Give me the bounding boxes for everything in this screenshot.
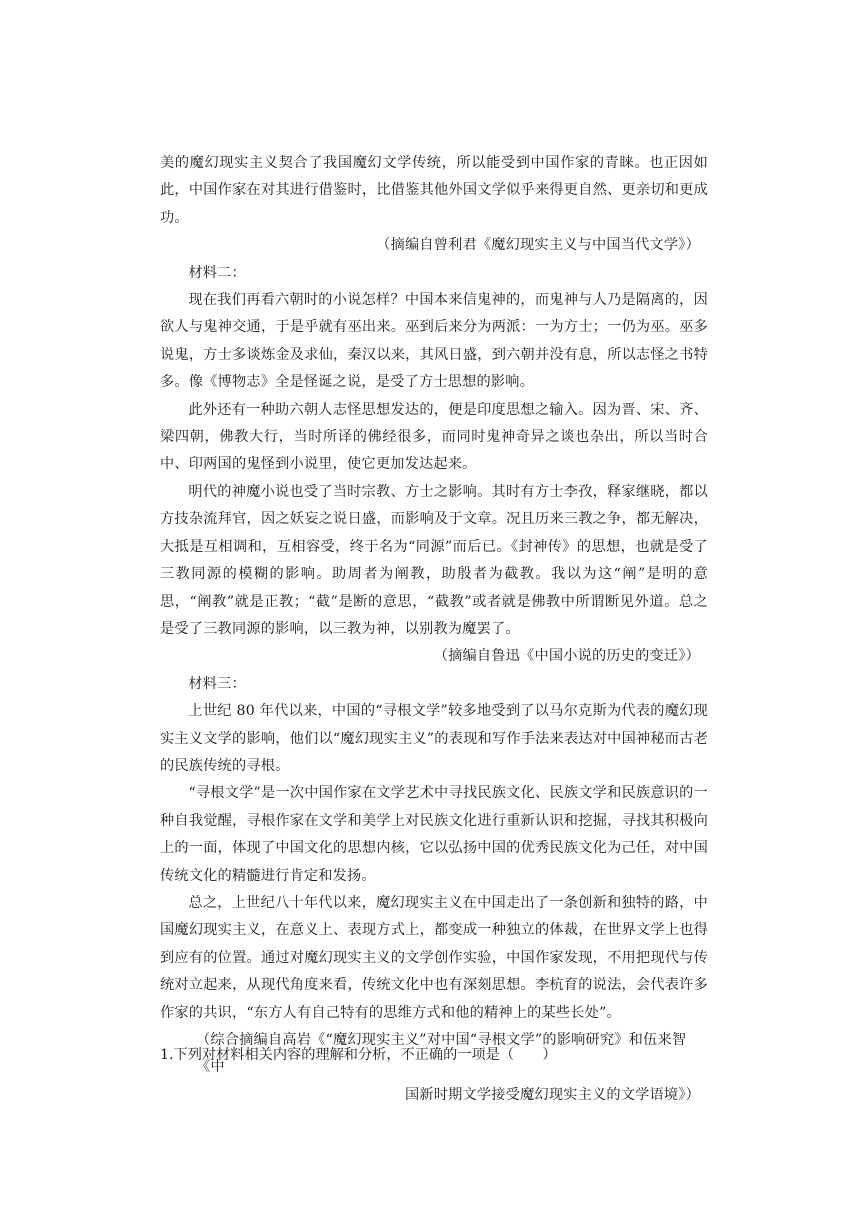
document-page <box>160 150 708 1109</box>
material2-paragraph-1: 现在我们再看六朝时的小说怎样？中国本来信鬼神的，而鬼神与人乃是隔离的，因欲人与鬼神交通，于是乎就有巫出来。巫到后来分为两派：一为方士；一仍为巫。巫多说鬼，方士多谈炼金及求仙，秦汉以来，其风日盛，到六朝并没有息，所以志怪之书特多。像《博物志》全是怪诞之说，是受了方士思想的影响。 <box>160 292 708 391</box>
material3-paragraph-3: 总之，上世纪八十年代以来，魔幻现实主义在中国走出了一条创新和独特的路，中国魔幻现实主义，在意义上、表现方式上，都变成一种独立的体裁，在世界文学上也得到应有的位置。通过对魔幻现实主义的文学创作实验，中国作家发现，不用把现代与传统对立起来，从现代角度来看，传统文化中也有深刻思想。李杭育的说法，会代表许多作家的共识，“东方人有自己特有的思维方式和他的精神上的某些长处”。 <box>160 894 708 1021</box>
question-1: 1.下列对材料相关内容的理解和分析，不正确的一项是（ ） <box>160 1047 557 1063</box>
material3-source-line2: 国新时期文学接受魔幻现实主义的文学语境》） <box>404 1086 700 1103</box>
material3-paragraph-1: 上世纪 80 年代以来，中国的“寻根文学”较多地受到了以马尔克斯为代表的魔幻现实主义文学的影响，他们以“魔幻现实主义”的表现和写作手法来表达对中国神秘而古老的民族传统的寻根。 <box>160 703 708 774</box>
material3-source-line1: （综合摘编自高岩《“魔幻现实主义”对中国“寻根文学”的影响研究》和伍来智《中 <box>196 1032 687 1076</box>
intro-paragraph: 美的魔幻现实主义契合了我国魔幻文学传统，所以能受到中国作家的青睐。也正因如此，中国作家在对其进行借鉴时，比借鉴其他外国文学似乎来得更自然、更亲切和更成功。 <box>160 155 708 226</box>
material2-paragraph-2: 此外还有一种助六朝人志怪思想发达的，便是印度思想之输入。因为晋、宋、齐、梁四朝，佛教大行，当时所译的佛经很多，而同时鬼神奇异之谈也杂出，所以当时合中、印两国的鬼怪到小说里，使它更加发达起来。 <box>160 401 708 473</box>
material2-source: （摘编自鲁迅《中国小说的历史的变迁》） <box>433 648 700 665</box>
material2-paragraph-3: 明代的神魔小说也受了当时宗教、方士之影响。其时有方士李孜，释家继晓，都以方技杂流拜官，因之妖妄之说日盛，而影响及于文章。况且历来三教之争，都无解决，大抵是互相调和，互相容受，终于名为“同源”而后已。《封神传》的思想，也就是受了三教同源的模糊的影响。助周者为阐教，助殷者为截教。我以为这“阐”是明的意思，“阐教”就是正教；“截”是断的意思，“截教”或者就是佛教中所谓断见外道。总之是受了三教同源的影响，以三教为神，以别教为魔罢了。 <box>160 483 708 637</box>
intro-source: （摘编自曾利君《魔幻现实主义与中国当代文学》） <box>376 237 700 254</box>
material3-paragraph-2: “寻根文学”是一次中国作家在文学艺术中寻找民族文化、民族文学和民族意识的一种自我觉醒，寻根作家在文学和美学上对民族文化进行重新认识和挖掘，寻找其积极向上的一面，体现了中国文化的思想内核，它以弘扬中国的优秀民族文化为己任，对中国传统文化的精髓进行肯定和发扬。 <box>160 785 708 884</box>
material2-heading: 材料二： <box>188 264 246 281</box>
material3-heading: 材料三： <box>188 675 246 692</box>
